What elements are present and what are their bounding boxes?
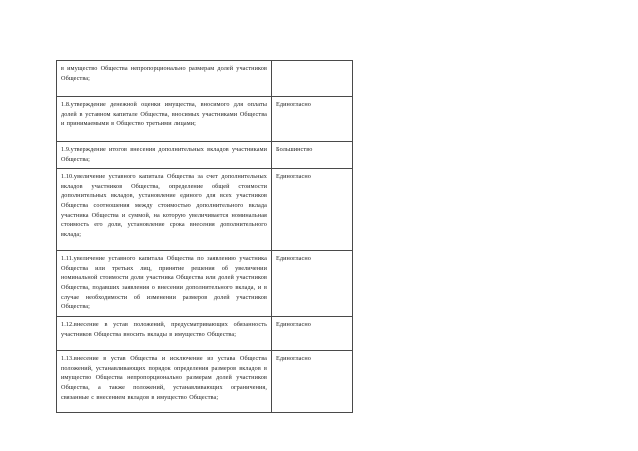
table-cell-decision: Единогласно [272,169,353,251]
table-row [57,97,353,142]
decisions-table [56,60,353,413]
table-cell-text: 1.12.внесение в устав положений, предусматривающих обязанность участников Общества вносить вклады в имущество Общества; [57,317,272,351]
table-row [57,61,353,97]
table-row [57,317,353,351]
table-cell-text: 1.11.увеличение уставного капитала Общества по заявлению участника Общества или третьих лиц, принятие решения об увеличении номинальной стоимости доли участника Общества или долей участников Общества, подавших заявления о внесении дополнительного вклада, и в случае необходимости об изменении размеров долей участников Общества; [57,251,272,317]
table-row [57,351,353,413]
table-cell-text: 1.13.внесение в устав Общества и исключение из устава Общества положений, устанавливающих порядок определения размеров вкладов в имущество Общества непропорционально размерам долей участников Общества, а также положений, устанавливающих ограничения, связанные с внесением вкладов в имущество Общества; [57,351,272,413]
table-cell-text: 1.10.увеличение уставного капитала Общества за счет дополнительных вкладов участников Общества, определение общей стоимости дополнительных вкладов, установление единого для всех участников Общества соотношения между стоимостью дополнительного вклада участника Общества и суммой, на которую увеличивается номинальная стоимость его доли, установление срока внесения дополнительного вклада; [57,169,272,251]
table-cell-decision [272,61,353,97]
table-row [57,251,353,317]
table-row [57,142,353,169]
table-cell-decision: Единогласно [272,97,353,142]
table-cell-text: 1.9.утверждение итогов внесения дополнительных вкладов участниками Общества; [57,142,272,169]
table-cell-decision: Единогласно [272,251,353,317]
table-cell-text: 1.8.утверждение денежной оценки имущества, вносимого для оплаты долей в уставном капитале Общества, вносимых участниками Общества и принимаемыми в Общество третьими лицами; [57,97,272,142]
table-cell-decision: Единогласно [272,317,353,351]
table-cell-text: в имущество Общества непропорционально размерам долей участников Общества; [57,61,272,97]
table-row [57,169,353,251]
table-cell-decision: Единогласно [272,351,353,413]
table-cell-decision: Большинство [272,142,353,169]
